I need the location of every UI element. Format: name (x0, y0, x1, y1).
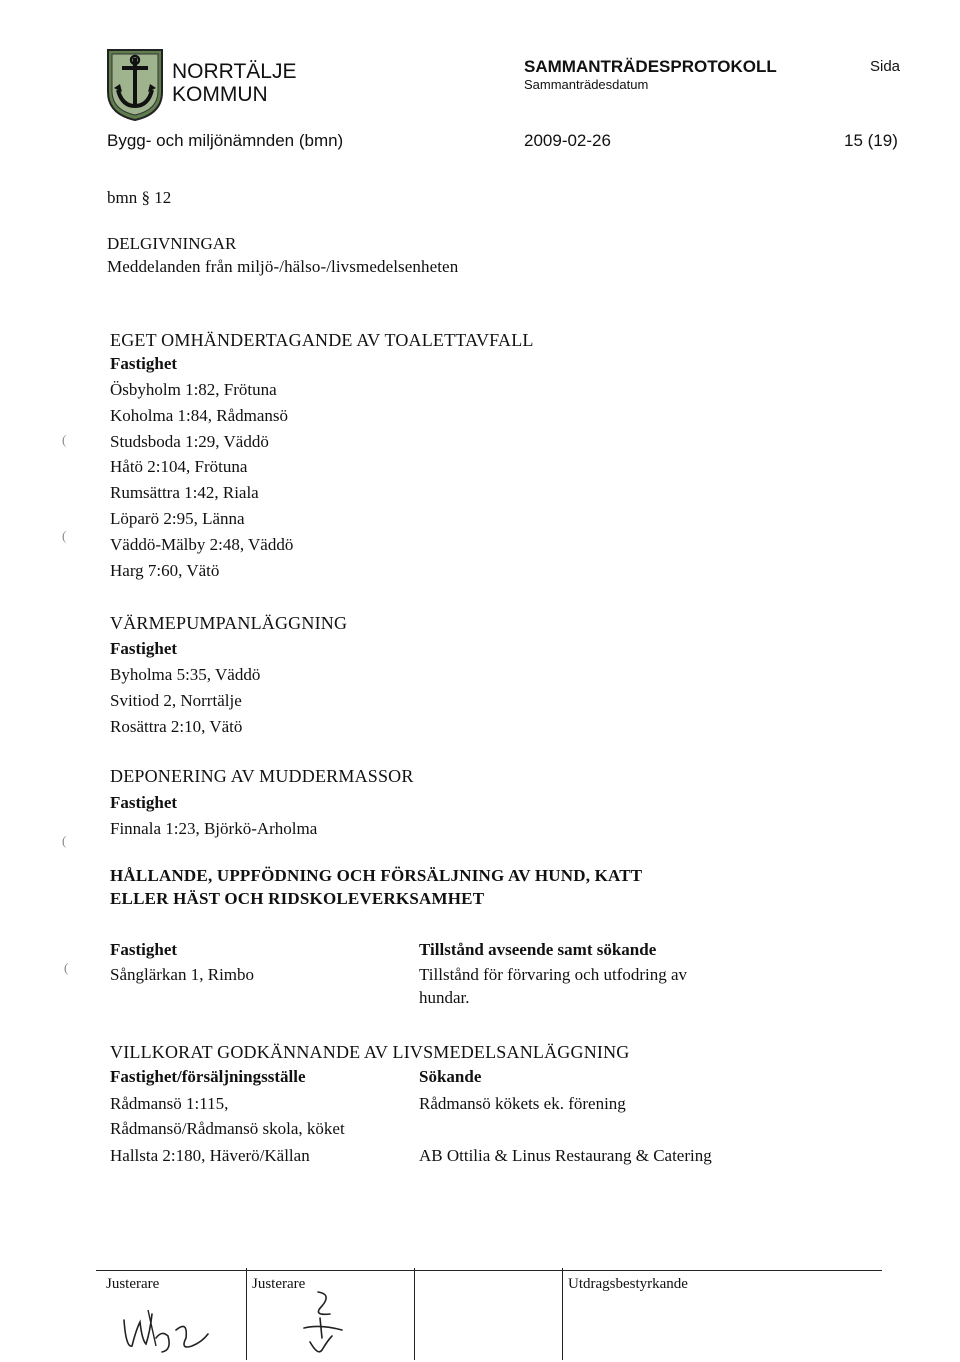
section-label-hallande-left: Fastighet (110, 940, 178, 959)
footer-rule (96, 1270, 882, 1271)
margin-mark: ( (62, 833, 67, 848)
villkorat-row-right: AB Ottilia & Linus Restaurang & Catering (419, 1146, 712, 1165)
section-label-deponering: Fastighet (110, 793, 178, 812)
section-title-varmepump: VÄRMEPUMPANLÄGGNING (110, 613, 348, 633)
section-label-hallande-right: Tillstånd avseende samt sökande (419, 940, 657, 959)
property-list-varmepump (110, 662, 260, 739)
section-title-villkorat: VILLKORAT GODKÄNNANDE AV LIVSMEDELSANLÄGGNING (110, 1042, 630, 1062)
list-item: Ösbyholm 1:82, Frötuna (110, 380, 277, 399)
section-label-villkorat-left: Fastighet/försäljningsställe (110, 1067, 306, 1086)
margin-mark: ( (62, 528, 67, 543)
property-list-deponering (110, 816, 317, 842)
list-item: Harg 7:60, Vätö (110, 560, 220, 580)
signature-label-1: Justerare (106, 1276, 160, 1292)
committee-name: Bygg- och miljönämnden (bmn) (107, 131, 344, 150)
list-item: Löparö 2:95, Länna (110, 508, 245, 528)
hallande-permit-line2: hundar. (419, 988, 470, 1007)
list-item: Byholma 5:35, Väddö (110, 665, 261, 684)
section-title-deponering: DEPONERING AV MUDDERMASSOR (110, 766, 414, 786)
villkorat-row-left: Rådmansö/Rådmansö skola, köket (110, 1119, 345, 1138)
section-title-toalett: EGET OMHÄNDERTAGANDE AV TOALETTAVFALL (110, 330, 534, 350)
page-subtitle: Meddelanden från miljö-/hälso-/livsmedelsenheten (107, 257, 459, 276)
signature-2 (282, 1284, 362, 1360)
margin-mark: ( (62, 432, 67, 447)
document-type: SAMMANTRÄDESPROTOKOLL (524, 57, 777, 76)
signature-1 (118, 1300, 228, 1360)
date-label: Sammanträdesdatum (524, 77, 649, 92)
signature-label-2: Justerare (252, 1276, 306, 1292)
villkorat-row-right: Rådmansö kökets ek. förening (419, 1094, 626, 1113)
signature-divider (562, 1268, 563, 1360)
coat-of-arms-icon (106, 48, 164, 122)
page-title: DELGIVNINGAR (107, 234, 237, 253)
list-item: Håtö 2:104, Frötuna (110, 457, 248, 477)
villkorat-row-left: Hallsta 2:180, Häverö/Källan (110, 1146, 310, 1165)
signature-divider (246, 1268, 247, 1360)
margin-mark: ( (64, 960, 69, 975)
hallande-permit-line1: Tillstånd för förvaring och utfodring av (419, 965, 688, 984)
hallande-property: Sånglärkan 1, Rimbo (110, 965, 255, 984)
list-item: Rumsättra 1:42, Riala (110, 483, 259, 503)
signature-label-3: Utdragsbestyrkande (568, 1276, 688, 1292)
list-item: Väddö-Mälby 2:48, Väddö (110, 534, 294, 554)
section-title-hallande-line1: HÅLLANDE, UPPFÖDNING OCH FÖRSÄLJNING AV HUND, KATT (110, 866, 643, 885)
municipality-name-line1: NORRTÄLJE (172, 60, 297, 83)
list-item: Svitiod 2, Norrtälje (110, 690, 242, 710)
page-number: 15 (19) (844, 131, 898, 150)
list-item: Rosättra 2:10, Vätö (110, 716, 243, 736)
section-label-toalett: Fastighet (110, 354, 178, 373)
list-item: Finnala 1:23, Björkö-Arholma (110, 819, 318, 838)
villkorat-row-left: Rådmansö 1:115, (110, 1094, 229, 1113)
page-label: Sida (870, 58, 901, 75)
section-title-hallande-line2: ELLER HÄST OCH RIDSKOLEVERKSAMHET (110, 889, 485, 908)
list-item: Studsboda 1:29, Väddö (110, 431, 269, 451)
section-label-villkorat-right: Sökande (419, 1067, 482, 1086)
meeting-date: 2009-02-26 (524, 131, 611, 150)
section-label-varmepump: Fastighet (110, 639, 178, 658)
municipality-name-line2: KOMMUN (172, 83, 268, 106)
paragraph-reference: bmn § 12 (107, 188, 172, 207)
property-list-toalett (110, 377, 293, 583)
signature-divider (414, 1268, 415, 1360)
municipality-logo (106, 48, 164, 122)
list-item: Koholma 1:84, Rådmansö (110, 405, 289, 425)
